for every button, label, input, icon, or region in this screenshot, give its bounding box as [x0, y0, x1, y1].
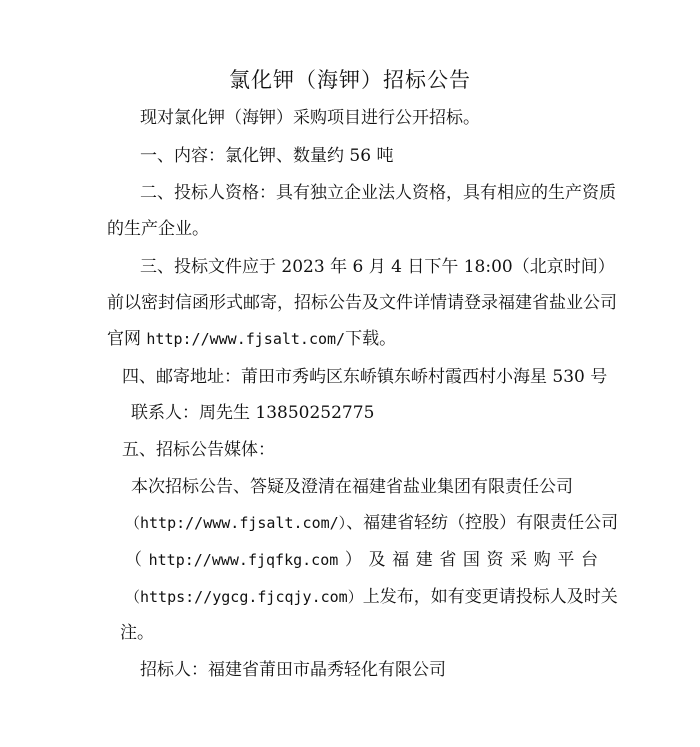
section-deadline-line2: 前以密封信函形式邮寄，招标公告及文件详情请登录福建省盐业公司	[107, 293, 617, 313]
fjqfkg-url: http://www.fjqfkg.com	[148, 551, 339, 569]
contact-line: 联系人：周先生 13850252775	[131, 403, 375, 423]
media-line1: 本次招标公告、答疑及澄清在福建省盐业集团有限责任公司	[131, 477, 573, 497]
media-line3-part: 福	[392, 550, 410, 570]
section-deadline-line1: 三、投标文件应于 2023 年 6 月 4 日下午 18:00（北京时间）	[140, 257, 615, 277]
media-line2	[125, 512, 618, 534]
intro-paragraph: 现对氯化钾（海钾）采购项目进行公开招标。	[140, 108, 480, 128]
media-line3-part: 省	[439, 550, 457, 570]
section-media-heading: 五、招标公告媒体：	[122, 440, 275, 460]
media-line3-part: 购	[533, 550, 551, 570]
section-qualification-line2: 的生产企业。	[107, 219, 209, 239]
download-text: 下载。	[345, 329, 397, 349]
media-line2-text: 、福建省轻纺（控股）有限责任公司	[346, 513, 619, 533]
media-line3-part: 及	[368, 550, 386, 570]
fjsalt-url: http://www.fjsalt.com/	[146, 330, 346, 348]
section-address: 四、邮寄地址：莆田市秀屿区东峤镇东峤村霞西村小海星 530 号	[122, 367, 608, 387]
media-line3-part: 采	[510, 550, 528, 570]
media-line4-text: 上发布，如有变更请投标人及时关	[362, 587, 618, 607]
media-line3-part: ）	[344, 550, 362, 570]
section-deadline-line3	[107, 328, 396, 350]
media-line3-part: 国	[462, 550, 480, 570]
media-line4	[125, 586, 618, 608]
section-qualification-line1: 二、投标人资格：具有独立企业法人资格，具有相应的生产资质	[140, 183, 616, 203]
media-line3-part: 平	[557, 550, 575, 570]
media-line3-part: （	[125, 550, 142, 570]
document-title: 氯化钾（海钾）招标公告	[229, 68, 471, 92]
media-line3	[125, 549, 598, 571]
fjsalt-url-paren: （http://www.fjsalt.com/）	[125, 514, 347, 532]
media-line5: 注。	[120, 623, 154, 643]
website-label: 官网	[107, 329, 147, 349]
ygcg-url: （https://ygcg.fjcqjy.com）	[125, 588, 363, 606]
media-line3-part: 资	[486, 550, 504, 570]
section-content: 一、内容：氯化钾、数量约 56 吨	[140, 146, 394, 166]
tenderer-line: 招标人：福建省莆田市晶秀轻化有限公司	[140, 660, 446, 680]
media-line3-part: 台	[580, 550, 598, 570]
media-line3-part: 建	[415, 550, 433, 570]
